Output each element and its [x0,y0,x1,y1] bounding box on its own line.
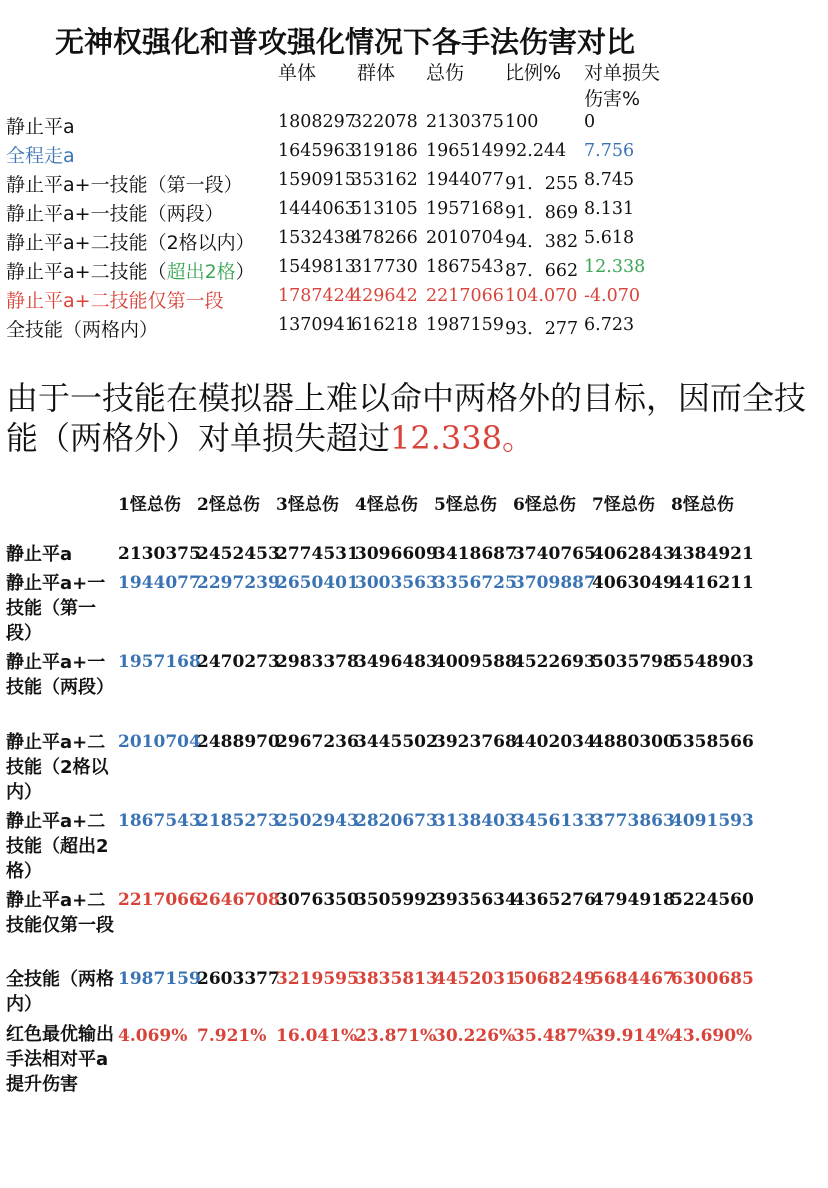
table-cell: 2297239 [197,573,280,593]
row-label: 静止平a+二技能（2格以内） [6,732,109,803]
table-cell: 4062843 [592,544,675,564]
cell-single: 1370941 [278,315,356,335]
cell-group: 317730 [351,257,418,277]
cell-total: 1867543 [426,257,504,277]
table-cell: 6300685 [671,969,754,989]
col-header: 7怪总伤 [592,495,655,515]
col-header: 6怪总伤 [513,495,576,515]
cell-total: 2010704 [426,228,504,248]
table-cell: 3356725 [434,573,517,593]
header-ratio: 比例% [505,62,562,84]
table-cell: 4416211 [671,573,754,593]
table-cell: 2130375 [118,544,201,564]
note-text: 由于一技能在模拟器上难以命中两格外的目标，因而全技能（两格外）对单损失超过 [6,379,807,457]
row-label [6,257,255,284]
table-cell: 4365276 [513,890,596,910]
cell-loss: 0 [584,112,596,132]
table-cell: 2967236 [276,732,359,752]
table-cell: 3076350 [276,890,359,910]
cell-ratio: 91．869 [505,203,579,223]
table-cell: 4091593 [671,811,754,831]
table-cell: 3740765 [513,544,596,564]
table-cell: 4794918 [592,890,675,910]
cell-group: 353162 [351,170,418,190]
cell-group: 616218 [351,315,418,335]
header-single: 单体 [278,62,317,84]
row-label: 静止平a+一技能（两段） [6,203,224,225]
row-label-c: ） [235,261,255,283]
table-cell: 2820673 [355,811,438,831]
cell-ratio: 93．277 [505,319,579,339]
improve-cell: 35.487% [513,1026,595,1046]
header-loss: 对单损失 [584,62,661,84]
improve-cell: 23.871% [355,1026,437,1046]
cell-group: 429642 [351,286,418,306]
table-cell: 3003563 [355,573,438,593]
table-cell: 3773863 [592,811,675,831]
row-label: 静止平a+一技能（第一段） [6,174,243,196]
cell-loss: 12.338 [584,257,646,277]
table-cell: 5684467 [592,969,675,989]
cell-total: 1987159 [426,315,504,335]
table-cell: 3505992 [355,890,438,910]
table-cell: 3445502 [355,732,438,752]
cell-loss: 8.131 [584,199,635,219]
table-cell: 3138403 [434,811,517,831]
table-cell: 3935634 [434,890,517,910]
cell-group: 478266 [351,228,418,248]
improve-label: 红色最优输出手法相对平a提升伤害 [6,1024,114,1095]
cell-ratio: 91．255 [505,174,579,194]
col-header: 1怪总伤 [118,495,181,515]
table-cell: 2452453 [197,544,280,564]
table-cell: 4452031 [434,969,517,989]
cell-single: 1532438 [278,228,356,248]
cell-total: 2130375 [426,112,504,132]
cell-ratio: 92.244 [505,141,567,161]
cell-single: 1645963 [278,141,356,161]
col-header: 4怪总伤 [355,495,418,515]
cell-total: 1944077 [426,170,504,190]
table-cell: 1867543 [118,811,201,831]
table-cell: 5358566 [671,732,754,752]
col-header: 8怪总伤 [671,495,734,515]
cell-group: 319186 [351,141,418,161]
table-cell: 4880300 [592,732,675,752]
cell-loss: -4.070 [584,286,641,306]
col-header: 2怪总伤 [197,495,260,515]
table-cell: 2774531 [276,544,359,564]
table-cell: 1957168 [118,652,201,672]
improve-cell: 43.690% [671,1026,753,1046]
cell-loss: 8.745 [584,170,635,190]
table-cell: 2603377 [197,969,280,989]
table-cell: 4063049 [592,573,675,593]
table-cell: 4384921 [671,544,754,564]
table-cell: 5035798 [592,652,675,672]
table-cell: 2217066 [118,890,201,910]
table-cell: 2650401 [276,573,359,593]
row-label-a: 静止平a+二技能（ [6,261,167,283]
improve-cell: 30.226% [434,1026,516,1046]
row-label: 全技能（两格内） [6,319,159,341]
table-cell: 2488970 [197,732,280,752]
cell-ratio: 104.070 [505,286,578,306]
cell-single: 1444063 [278,199,356,219]
cell-group: 513105 [351,199,418,219]
cell-total: 1957168 [426,199,504,219]
cell-group: 322078 [351,112,418,132]
cell-single: 1590915 [278,170,356,190]
table-cell: 1987159 [118,969,201,989]
row-label: 静止平a+一技能（第一段） [6,573,106,644]
row-label-highlight: 超出2格 [166,261,236,283]
row-label: 静止平a [6,544,73,565]
table-cell: 5068249 [513,969,596,989]
improve-cell: 39.914% [592,1026,674,1046]
table-cell: 2010704 [118,732,201,752]
table-cell: 3496483 [355,652,438,672]
table-cell: 2470273 [197,652,280,672]
cell-single: 1549813 [278,257,356,277]
row-label: 静止平a+二技能仅第一段 [6,290,224,312]
table-cell: 2983378 [276,652,359,672]
col-header: 5怪总伤 [434,495,497,515]
header-total: 总伤 [426,62,465,84]
row-label: 全程走a [6,145,75,167]
table-cell: 5224560 [671,890,754,910]
table-cell: 3923768 [434,732,517,752]
table-cell: 3096609 [355,544,438,564]
page-title: 无神权强化和普攻强化情况下各手法伤害对比 [55,25,636,59]
cell-loss: 5.618 [584,228,635,248]
note-value: 12.338 [390,419,502,457]
cell-total: 2217066 [426,286,504,306]
cell-single: 1808297 [278,112,356,132]
table-cell: 3219595 [276,969,359,989]
table-cell: 3835813 [355,969,438,989]
cell-loss: 7.756 [584,141,635,161]
row-label: 全技能（两格内） [6,969,114,1015]
table-cell: 5548903 [671,652,754,672]
table-cell: 3418687 [434,544,517,564]
row-label: 静止平a+二技能仅第一段 [6,890,114,936]
row-label: 静止平a+二技能（超出2格） [6,811,109,882]
table-cell: 4402034 [513,732,596,752]
improve-cell: 4.069% [118,1026,188,1046]
cell-ratio: 100 [505,112,539,132]
cell-loss: 6.723 [584,315,635,335]
table-cell: 3456133 [513,811,596,831]
table-cell: 2646708 [197,890,280,910]
note-paragraph [6,378,806,458]
row-label: 静止平a [6,116,75,138]
improve-cell: 7.921% [197,1026,267,1046]
cell-single: 1787424 [278,286,356,306]
table-cell: 4009588 [434,652,517,672]
table-cell: 2502943 [276,811,359,831]
cell-ratio: 87．662 [505,261,579,281]
improve-cell: 16.041% [276,1026,358,1046]
row-label: 静止平a+一技能（两段） [6,652,114,698]
cell-total: 1965149 [426,141,504,161]
col-header: 3怪总伤 [276,495,339,515]
table-cell: 2185273 [197,811,280,831]
note-end: 。 [501,419,534,457]
header-loss-2: 伤害% [584,88,641,110]
row-label: 静止平a+二技能（2格以内） [6,232,255,254]
table-cell: 3709887 [513,573,596,593]
cell-ratio: 94．382 [505,232,579,252]
header-group: 群体 [357,62,396,84]
table-cell: 1944077 [118,573,201,593]
table-cell: 4522693 [513,652,596,672]
